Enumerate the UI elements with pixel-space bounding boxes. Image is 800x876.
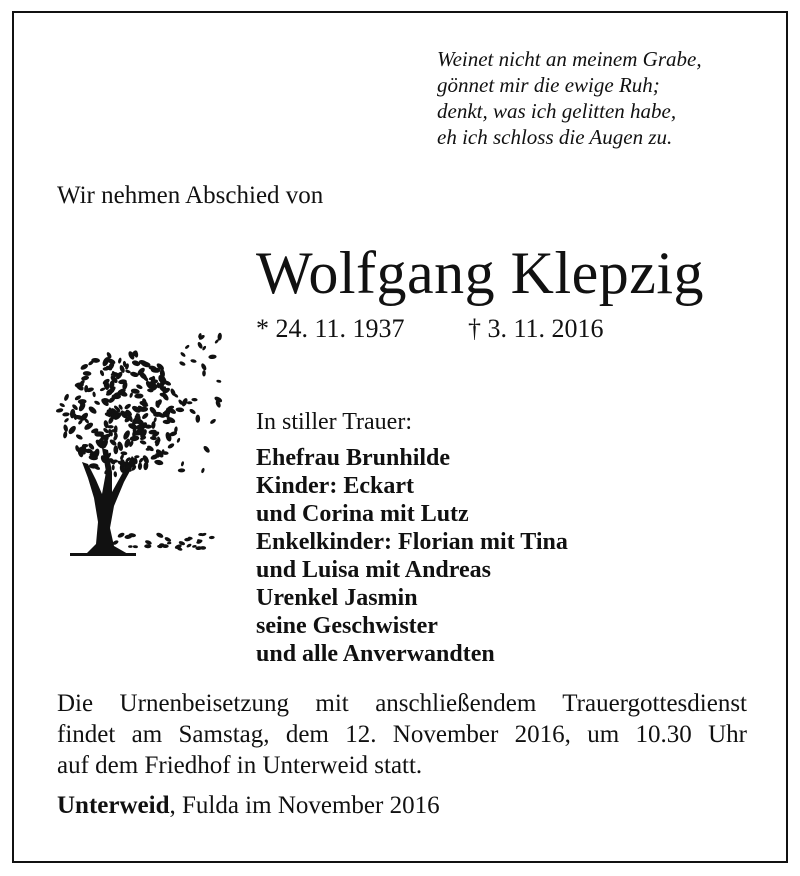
mourners-list [256,444,568,668]
mourner-entry: Kinder: Eckart [256,473,414,499]
death-date: † 3. 11. 2016 [468,314,604,343]
mourner-entry: und Luisa mit Andreas [256,557,491,583]
poem-line: eh ich schloss die Augen zu. [437,125,673,149]
service-line: auf dem Friedhof in Unterweid statt. [57,752,423,779]
mourner-entry: Urenkel Jasmin [256,585,418,611]
poem-line: Weinet nicht an meinem Grabe, [437,47,702,71]
poem-line: gönnet mir die ewige Ruh; [437,73,660,97]
service-line: Die Urnenbeisetzung mit anschließendem Trauergottesdienst [57,690,747,717]
mourner-entry: Ehefrau Brunhilde [256,445,451,471]
closing-line [57,790,440,822]
farewell-intro: Wir nehmen Abschied von [57,182,324,209]
mourner-entry: und alle Anverwandten [256,641,495,667]
closing-place: Unterweid [57,792,170,819]
poem-line: denkt, was ich gelitten habe, [437,99,677,123]
deceased-name: Wolfgang Klepzig [256,240,705,306]
birth-date: * 24. 11. 1937 [256,314,405,343]
mourning-heading: In stiller Trauer: [256,409,412,435]
mourner-entry: und Corina mit Lutz [256,501,469,527]
service-line: findet am Samstag, dem 12. November 2016, um 10.30 Uhr [57,721,747,748]
mourner-entry: Enkelkinder: Florian mit Tina [256,529,568,555]
poem [437,46,702,150]
service-announcement [57,688,747,781]
closing-date: , Fulda im November 2016 [169,792,440,819]
windblown-tree-icon [36,322,226,558]
mourner-entry: seine Geschwister [256,613,438,639]
